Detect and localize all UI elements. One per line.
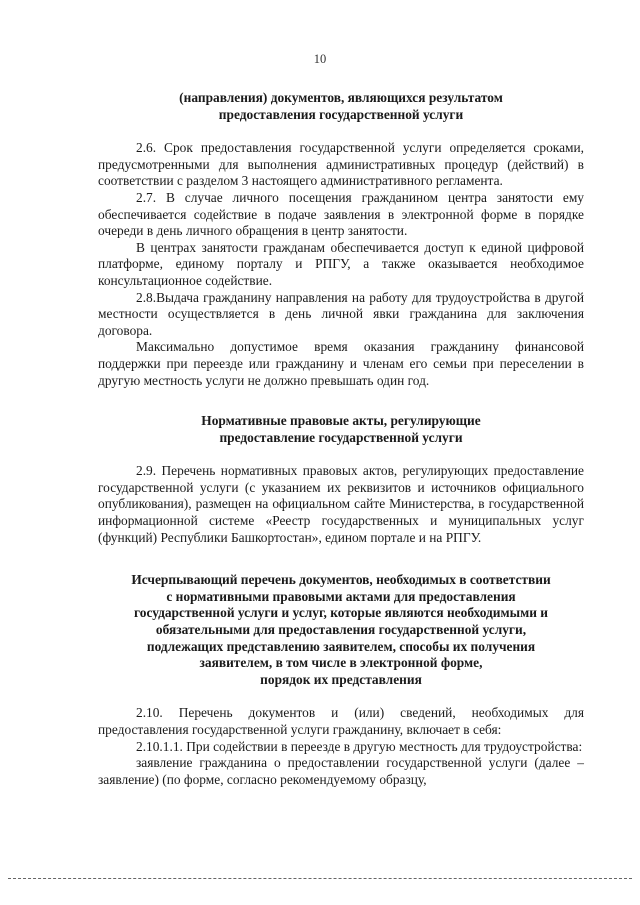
paragraph-max-time: Максимально допустимое время оказания гражданину финансовой поддержки при переезде или гражданину и членам его семьи при переселении в другую местность услуги не должно превышать один год. (98, 339, 584, 388)
heading-line: (направления) документов, являющихся результатом (179, 90, 503, 105)
paragraph-employment-centers: В центрах занятости гражданам обеспечивается доступ к единой цифровой платформе, единому порталу и РПГУ, а также оказывается необходимое консультационное содействие. (98, 239, 584, 288)
section-heading-documents (98, 572, 584, 688)
paragraph-2-10-1-1: 2.10.1.1. При содействии в переезде в другую местность для трудоустройства: (136, 738, 583, 754)
heading-line: заявителем, в том числе в электронной форме, (199, 655, 483, 671)
heading-line: с нормативными правовыми актами для предоставления (166, 588, 516, 604)
document-body (98, 90, 584, 788)
scan-edge-rule (8, 878, 632, 879)
heading-line: обязательными для предоставления государственной услуги, (155, 622, 527, 638)
paragraph-2-6: 2.6. Срок предоставления государственной услуги определяется сроками, предусмотренными для выполнения административных процедур (действий) в соответствии с разделом 3 настоящего административного регламента. (98, 140, 584, 189)
paragraph-2-10: 2.10. Перечень документов и (или) сведений, необходимых для предоставления государственной услуги гражданину, включает в себя: (98, 705, 584, 737)
heading-line: Нормативные правовые акты, регулирующие (201, 413, 481, 429)
section-heading-legal-acts (98, 413, 584, 446)
paragraph-application: заявление гражданина о предоставлении государственной услуги (далее – заявление) (по форме, согласно рекомендуемому образцу, (98, 755, 584, 787)
heading-line: государственной услуги и услуг, которые являются необходимыми и (134, 605, 548, 621)
section-heading-results (98, 90, 584, 123)
heading-line: порядок их представления (260, 671, 422, 687)
paragraph-2-9: 2.9. Перечень нормативных правовых актов, регулирующих предоставление государственной услуги (с указанием их реквизитов и источников официального опубликования), размещен на официальном сайте Министерства, в государственной информационной системе «Реестр государственных и муниципальных услуг (функций) Республики Башкортостан», едином портале и на РПГУ. (98, 463, 584, 545)
paragraph-2-8: 2.8.Выдача гражданину направления на работу для трудоустройства в другой местности осуществляется в день личной явки гражданина для заключения договора. (98, 289, 584, 338)
heading-line: подлежащих представлению заявителем, способы их получения (146, 638, 536, 654)
heading-line: предоставление государственной услуги (219, 429, 463, 445)
heading-line: Исчерпывающий перечень документов, необходимых в соответствии (131, 572, 551, 588)
page-number: 10 (313, 52, 327, 66)
heading-line: предоставления государственной услуги (218, 106, 464, 122)
paragraph-2-7: 2.7. В случае личного посещения гражданином центра занятости ему обеспечивается содействие в подаче заявления в электронной форме в порядке очереди в день личного обращения в центр занятости. (98, 189, 584, 239)
